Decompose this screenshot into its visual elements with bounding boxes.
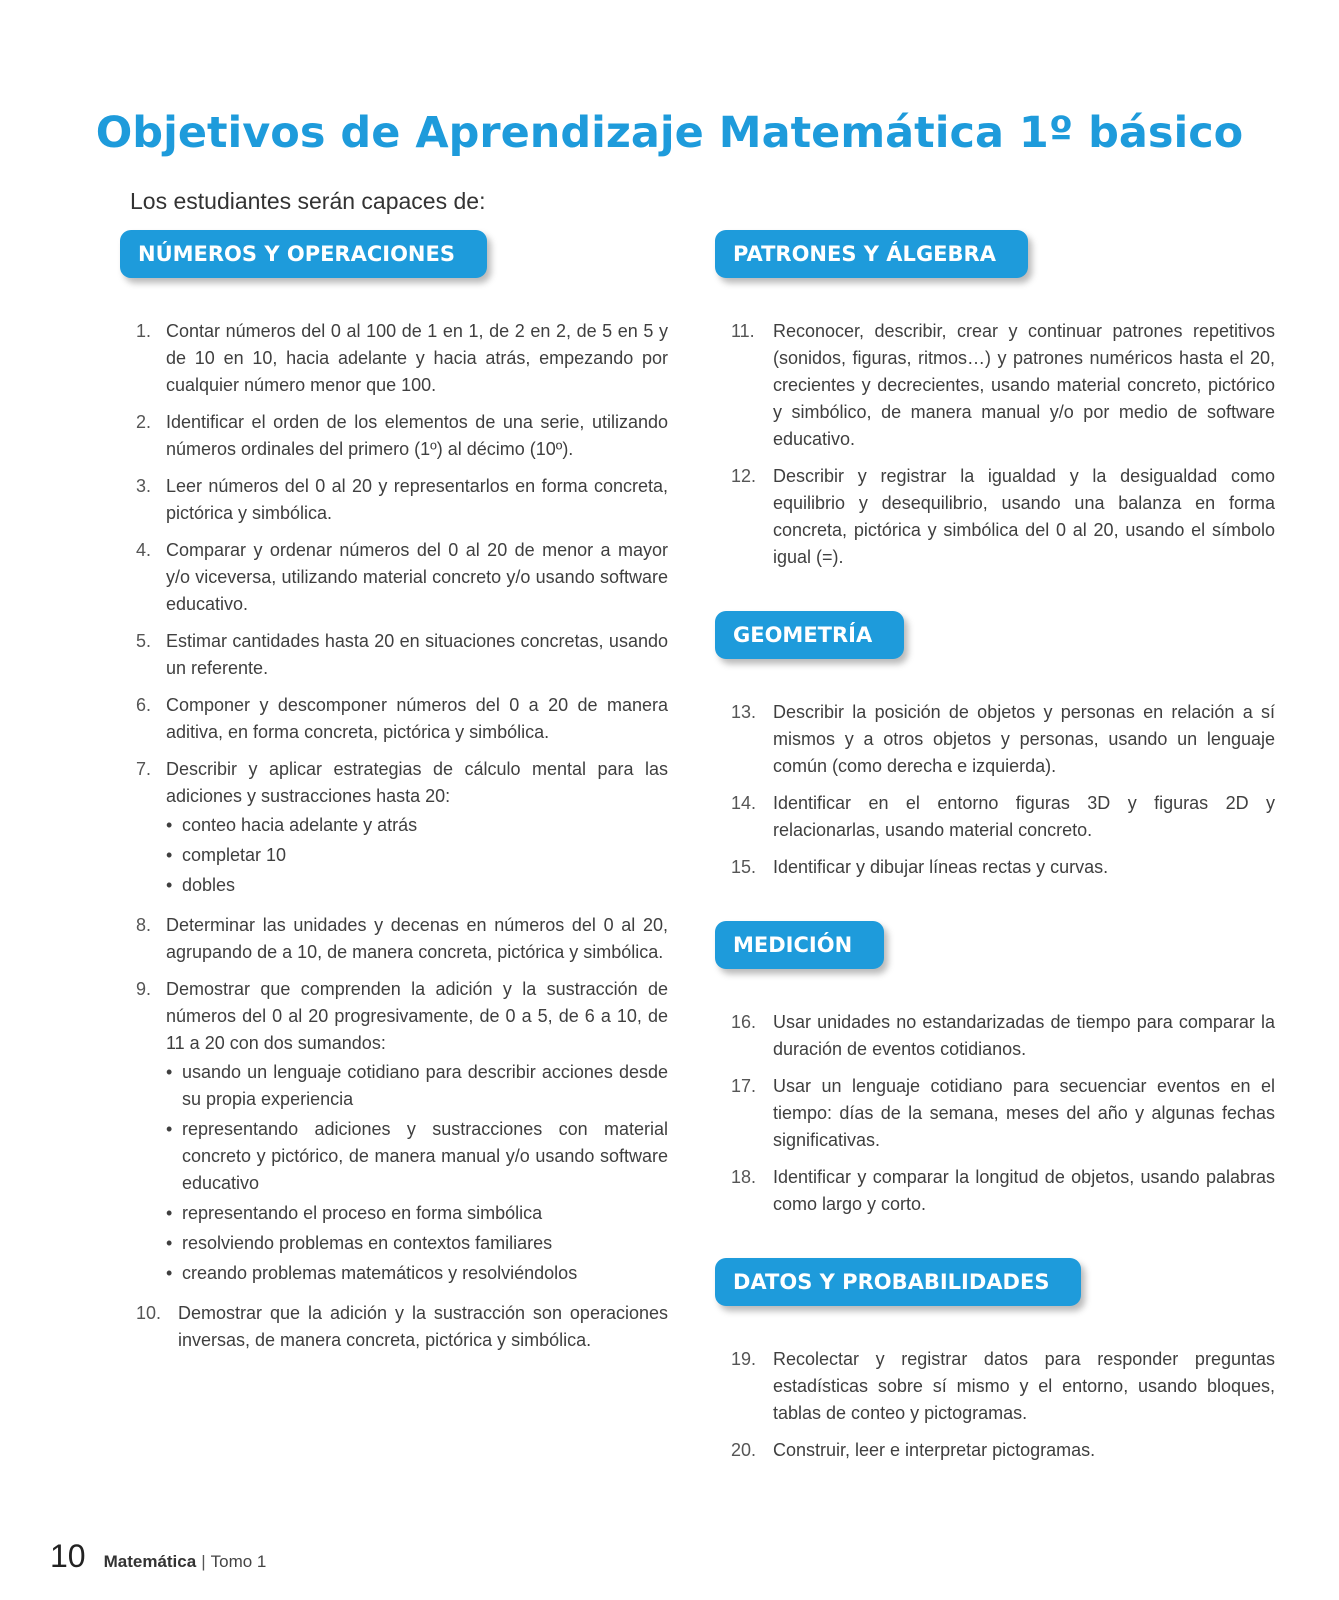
page-footer — [50, 1538, 266, 1575]
objective-text: Leer números del 0 al 20 y representarlos en forma concreta, pictórica y simbólica. — [166, 476, 668, 523]
objective-item — [120, 628, 668, 682]
objective-item — [715, 854, 1275, 881]
left-column — [120, 230, 668, 1394]
objective-number: 12. — [731, 466, 757, 486]
objective-body — [166, 537, 668, 618]
objective-number: 19. — [731, 1349, 757, 1369]
objective-text: Comparar y ordenar números del 0 al 20 de menor a mayor y/o viceversa, utilizando material concreto y/o usando software educativo. — [166, 540, 668, 614]
objective-number: 6. — [136, 695, 152, 715]
objective-body — [178, 1300, 668, 1354]
bullet-list — [166, 812, 668, 899]
objective-text: Contar números del 0 al 100 de 1 en 1, de 2 en 2, de 5 en 5 y de 10 en 10, hacia adelante y hacia atrás, empezando por cualquier número menor que 100. — [166, 321, 668, 395]
bullet-item: • dobles — [166, 872, 668, 899]
objective-body — [773, 1346, 1275, 1427]
objective-list — [715, 1346, 1275, 1464]
objective-text: Identificar y comparar la longitud de objetos, usando palabras como largo y corto. — [773, 1167, 1275, 1214]
objective-item — [715, 790, 1275, 844]
objective-body — [166, 692, 668, 746]
section-datos-probabilidades — [715, 1258, 1275, 1464]
objective-item — [120, 912, 668, 966]
objective-text: Describir la posición de objetos y personas en relación a sí mismos y a otros objetos y personas, usando un lenguaje común (como derecha e izquierda). — [773, 702, 1275, 776]
objective-item — [715, 1073, 1275, 1154]
objective-text: Identificar y dibujar líneas rectas y curvas. — [773, 857, 1109, 877]
objective-body — [773, 699, 1275, 780]
objective-item — [715, 463, 1275, 571]
right-column — [715, 230, 1275, 1504]
objective-item — [120, 1300, 668, 1354]
objective-number: 5. — [136, 631, 152, 651]
section-numeros-operaciones — [120, 230, 668, 1354]
objective-item — [715, 1437, 1275, 1464]
objective-text: Usar un lenguaje cotidiano para secuenciar eventos en el tiempo: días de la semana, meses del año y algunas fechas significativas. — [773, 1076, 1275, 1150]
objective-item — [120, 692, 668, 746]
section-tab: PATRONES Y ÁLGEBRA — [715, 230, 1028, 278]
book-title: Matemática — [103, 1552, 197, 1571]
objective-number: 14. — [731, 793, 757, 813]
section-geometria — [715, 611, 1275, 881]
objective-number: 8. — [136, 915, 152, 935]
objective-body — [773, 790, 1275, 844]
objective-text: Demostrar que la adición y la sustracción son operaciones inversas, de manera concreta, pictórica y simbólica. — [178, 1303, 668, 1350]
objective-body — [166, 756, 668, 902]
objective-text: Construir, leer e interpretar pictogramas. — [773, 1440, 1096, 1460]
bullet-item: • resolviendo problemas en contextos familiares — [166, 1230, 668, 1257]
objective-body — [773, 1073, 1275, 1154]
objective-list — [715, 699, 1275, 881]
objective-item — [120, 318, 668, 399]
objective-item — [715, 318, 1275, 453]
objective-number: 9. — [136, 979, 152, 999]
section-tab: MEDICIÓN — [715, 921, 884, 969]
objective-number: 7. — [136, 759, 152, 779]
objective-number: 13. — [731, 702, 757, 722]
objective-list — [715, 318, 1275, 571]
objective-text: Determinar las unidades y decenas en números del 0 al 20, agrupando de a 10, de manera concreta, pictórica y simbólica. — [166, 915, 668, 962]
objective-item — [715, 1164, 1275, 1218]
objective-list — [715, 1009, 1275, 1218]
section-tab: GEOMETRÍA — [715, 611, 904, 659]
bullet-list — [166, 1059, 668, 1287]
volume-label: Tomo 1 — [210, 1552, 267, 1571]
objective-text: Identificar el orden de los elementos de una serie, utilizando números ordinales del primero (1º) al décimo (10º). — [166, 412, 668, 459]
objective-body — [166, 318, 668, 399]
objective-body — [773, 1009, 1275, 1063]
objective-item — [120, 409, 668, 463]
objective-item — [715, 1346, 1275, 1427]
bullet-item: • representando el proceso en forma simbólica — [166, 1200, 668, 1227]
footer-separator: | — [201, 1552, 206, 1571]
objective-list — [120, 318, 668, 1354]
objective-body — [773, 1437, 1275, 1464]
objective-item — [120, 976, 668, 1290]
page-title: Objetivos de Aprendizaje Matemática 1º básico — [95, 108, 1244, 158]
objective-body — [166, 628, 668, 682]
objective-item — [715, 699, 1275, 780]
objective-body — [773, 854, 1275, 881]
objective-text: Reconocer, describir, crear y continuar patrones repetitivos (sonidos, figuras, ritmos…) y patrones numéricos hasta el 20, crecientes y decrecientes, usando material concreto, pictórico y simbólico, de manera manual y/o por medio de software educativo. — [773, 321, 1275, 449]
objective-number: 18. — [731, 1167, 757, 1187]
objective-text: Demostrar que comprenden la adición y la sustracción de números del 0 al 20 progresivamente, de 0 a 5, de 6 a 10, de 11 a 20 con dos sumandos: — [166, 979, 668, 1053]
objective-text: Usar unidades no estandarizadas de tiempo para comparar la duración de eventos cotidianos. — [773, 1012, 1275, 1059]
objective-item — [120, 756, 668, 902]
objective-item — [715, 1009, 1275, 1063]
bullet-item: • completar 10 — [166, 842, 668, 869]
objective-text: Identificar en el entorno figuras 3D y figuras 2D y relacionarlas, usando material concreto. — [773, 793, 1275, 840]
bullet-item: • usando un lenguaje cotidiano para describir acciones desde su propia experiencia — [166, 1059, 668, 1113]
objective-number: 10. — [136, 1303, 162, 1323]
objective-number: 20. — [731, 1440, 757, 1460]
objective-text: Describir y aplicar estrategias de cálculo mental para las adiciones y sustracciones hasta 20: — [166, 759, 668, 806]
objective-body — [773, 318, 1275, 453]
objective-item — [120, 473, 668, 527]
objective-body — [773, 463, 1275, 571]
objective-text: Estimar cantidades hasta 20 en situaciones concretas, usando un referente. — [166, 631, 668, 678]
bullet-item: • representando adiciones y sustracciones con material concreto y pictórico, de manera manual y/o usando software educativo — [166, 1116, 668, 1197]
section-tab: DATOS Y PROBABILIDADES — [715, 1258, 1081, 1306]
bullet-item: • creando problemas matemáticos y resolviéndolos — [166, 1260, 668, 1287]
objective-body — [166, 912, 668, 966]
section-patrones-algebra — [715, 230, 1275, 571]
objective-body — [166, 976, 668, 1290]
section-medicion — [715, 921, 1275, 1218]
objective-body — [166, 473, 668, 527]
page-number: 10 — [50, 1538, 86, 1574]
objective-number: 2. — [136, 412, 152, 432]
objective-number: 17. — [731, 1076, 757, 1096]
objective-number: 11. — [731, 321, 755, 341]
objective-text: Recolectar y registrar datos para responder preguntas estadísticas sobre sí mismo y el entorno, usando bloques, tablas de conteo y pictogramas. — [773, 1349, 1275, 1423]
bullet-item: • conteo hacia adelante y atrás — [166, 812, 668, 839]
objective-number: 1. — [136, 321, 152, 341]
section-tab: NÚMEROS Y OPERACIONES — [120, 230, 487, 278]
objective-body — [166, 409, 668, 463]
objective-text: Componer y descomponer números del 0 a 20 de manera aditiva, en forma concreta, pictórica y simbólica. — [166, 695, 668, 742]
objective-body — [773, 1164, 1275, 1218]
objective-number: 3. — [136, 476, 152, 496]
objective-item — [120, 537, 668, 618]
intro-text: Los estudiantes serán capaces de: — [130, 188, 486, 214]
objective-number: 4. — [136, 540, 152, 560]
objective-number: 16. — [731, 1012, 757, 1032]
objective-text: Describir y registrar la igualdad y la desigualdad como equilibrio y desequilibrio, usando una balanza en forma concreta, pictórica y simbólica del 0 al 20, usando el símbolo igual (=). — [773, 466, 1275, 567]
objective-number: 15. — [731, 857, 757, 877]
